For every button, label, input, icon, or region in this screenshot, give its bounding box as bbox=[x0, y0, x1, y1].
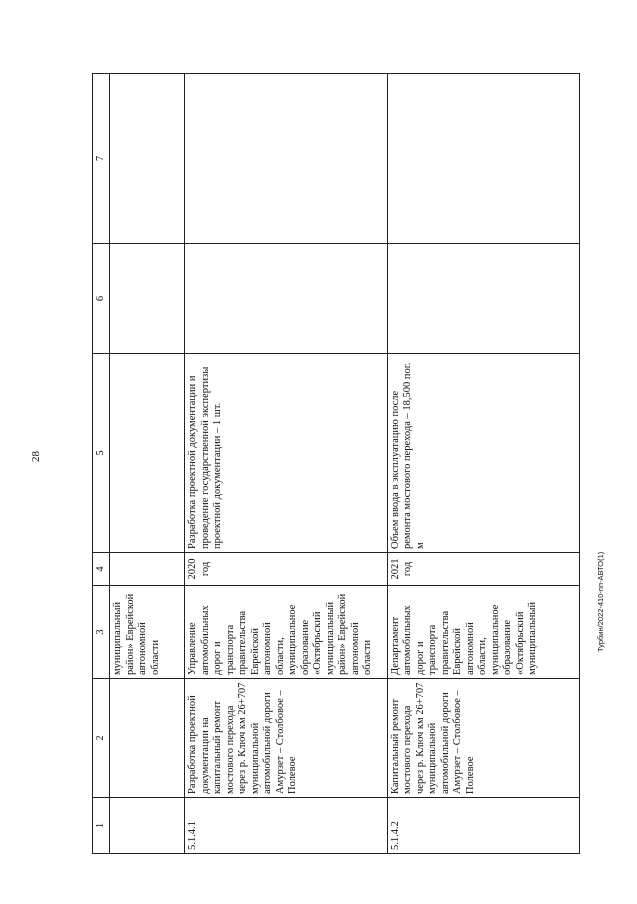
cell-result: Разработка проектной документации и проведение государственной экспертизы проектной документации – 1 шт. bbox=[185, 354, 387, 553]
cell-col7 bbox=[185, 74, 387, 244]
cell-executor: муниципальный район» Еврейской автономной области bbox=[110, 586, 185, 679]
header-cell: 3 bbox=[93, 586, 110, 679]
cell-year bbox=[110, 553, 185, 586]
header-cell: 7 bbox=[93, 74, 110, 244]
cell-col7 bbox=[387, 74, 579, 244]
cell-result bbox=[110, 354, 185, 553]
rotated-table-frame bbox=[92, 74, 580, 854]
cell-executor: Управление автомобильных дорог и транспорта правительства Еврейской автономной области, муниципальное образование «Октябрьский муниципальный район» Еврейской автономной области bbox=[185, 586, 387, 679]
program-table bbox=[92, 73, 580, 854]
cell-activity: Разработка проектной документации на капитальный ремонт мостового перехода через р. Ключ км 26+707 муниципальной автомобильной дороги Амурзет – Столбовое – Полевое bbox=[185, 679, 387, 798]
cell-col7 bbox=[110, 74, 185, 244]
cell-number: 5.1.4.1 bbox=[185, 798, 387, 854]
table-row bbox=[185, 74, 387, 854]
cell-col6 bbox=[110, 244, 185, 354]
cell-result: Объем ввода в эксплуатацию после ремонта мостового перехода – 18,500 пог. м bbox=[387, 354, 579, 553]
table-row bbox=[387, 74, 579, 854]
header-cell: 1 bbox=[93, 798, 110, 854]
header-cell: 6 bbox=[93, 244, 110, 354]
cell-col6 bbox=[387, 244, 579, 354]
document-code-footer: Турбин/2022-410-пп-АВТО(1) bbox=[596, 551, 605, 652]
cell-year: 2021 год bbox=[387, 553, 579, 586]
header-cell: 4 bbox=[93, 553, 110, 586]
header-cell: 5 bbox=[93, 354, 110, 553]
cell-executor: Департамент автомобильных дорог и транспорта правительства Еврейской автономной области, муниципальное образование «Октябрьский муниципальный bbox=[387, 586, 579, 679]
table-row bbox=[110, 74, 185, 854]
cell-year: 2020 год bbox=[185, 553, 387, 586]
page-number: 28 bbox=[30, 451, 42, 462]
header-cell: 2 bbox=[93, 679, 110, 798]
cell-activity: Капитальный ремонт мостового перехода через р. Ключ км 26+707 муниципальной автомобильной дороги Амурзет – Столбовое – Полевое bbox=[387, 679, 579, 798]
cell-number: 5.1.4.2 bbox=[387, 798, 579, 854]
cell-number bbox=[110, 798, 185, 854]
header-row bbox=[93, 74, 110, 854]
cell-activity bbox=[110, 679, 185, 798]
cell-col6 bbox=[185, 244, 387, 354]
